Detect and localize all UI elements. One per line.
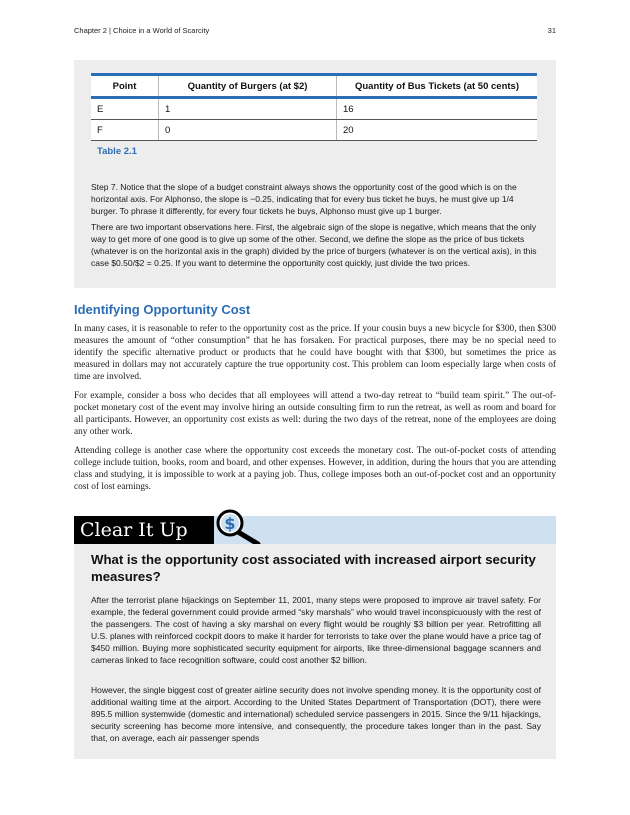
table-cell: E [91,98,159,120]
clear-it-up-question: What is the opportunity cost associated with increased airport security measures? [91,552,536,584]
svg-text:$: $ [224,514,236,533]
data-table [91,73,537,141]
body-paragraph: For example, consider a boss who decides that all employees will attend a two-day retreat to “build team spirit.” The out-of-pocket monetary cost of the event may involve hiring an outside consulting firm to run the retreat, as well as room and board for all participants. However, an opportunity cost exists as well: during the two days of the retreat, none of the employees are doing any other work. [74,391,556,438]
table-row [91,98,537,120]
clear-it-up-paragraph: After the terrorist plane hijackings on September 11, 2001, many steps were proposed to improve air travel safety. For example, the federal government could provide armed “sky marshals” who would travel inconspicuously with the rest of the passengers. The cost of having a sky marshal on every flight would be roughly $3 billion per year. Retrofitting all U.S. planes with reinforced cockpit doors to make it harder for terrorists to take over the plane would have a price tag of $450 million. Buying more sophisticated security equipment for airports, like three-dimensional baggage scanners and cameras linked to face recognition software, could cost another $2 billion. [91,595,541,666]
table-header-row [91,75,537,98]
table-row [91,120,537,141]
step-7-paragraph: Step 7. Notice that the slope of a budget constraint always shows the opportunity cost of the good which is on the horizontal axis. For Alphonso, the slope is −0.25, indicating that for every bus ticket he buys, he must give up 1/4 burger. To phrase it differently, for every four tickets he buys, Alphonso must give up 1 burger. [91,182,517,217]
observations-paragraph: There are two important observations here. First, the algebraic sign of the slope is negative, which means that the only way to get more of one good is to give up some of the other. Second, we define the slope as the price of bus tickets (whatever is on the horizontal axis in the graph) divided by the price of burgers (whatever is on the vertical axis), in this case $0.50/$2 = 0.25. If you want to determine the opportunity cost quickly, just divide the two prices. [91,222,537,269]
body-paragraph: In many cases, it is reasonable to refer to the opportunity cost as the price. If your cousin buys a new bicycle for $300, then $300 measures the amount of “other consumption” that he has forsaken. For practical purposes, there may be no special need to identify the specific alternative product or products that he could have bought with that $300, but sometimes the price as measured in dollars may not accurately capture the true opportunity cost. This problem can loom especially large when costs of time are involved. [74,324,556,383]
running-header [74,26,556,35]
page-number: 31 [547,26,556,35]
table-cell: 20 [337,120,538,141]
table-cell: 1 [159,98,337,120]
table-cell: F [91,120,159,141]
chapter-title: Chapter 2 | Choice in a World of Scarcity [74,26,210,35]
column-header: Point [91,75,159,98]
worked-example-box [74,60,556,288]
clear-it-up-paragraph: However, the single biggest cost of greater airline security does not involve spending money. It is the opportunity cost of additional waiting time at the airport. According to the United States Department of Transportation (DOT), there were 895.5 million systemwide (domestic and international) scheduled service passengers in 2015. Since the 9/11 hijackings, security screening has become more intensive, and consequently, the procedure takes longer than in the past. Say that, on average, each air passenger spends [91,685,541,744]
clear-it-up-label: Clear It Up [74,516,214,544]
table-cell: 16 [337,98,538,120]
column-header: Quantity of Bus Tickets (at 50 cents) [337,75,538,98]
body-paragraph: Attending college is another case where the opportunity cost exceeds the monetary cost. The out-of-pocket costs of attending college include tuition, books, room and board, and other expenses. However, in addition, during the hours that you are attending class and studying, it is impossible to work at a paying job. Thus, college imposes both an out-of-pocket cost and an opportunity cost of lost earnings. [74,446,556,493]
table-cell: 0 [159,120,337,141]
column-header: Quantity of Burgers (at $2) [159,75,337,98]
magnifier-dollar-icon [210,508,266,548]
table-caption: Table 2.1 [97,146,137,157]
clear-it-up-box [74,544,556,759]
section-title: Identifying Opportunity Cost [74,302,251,317]
